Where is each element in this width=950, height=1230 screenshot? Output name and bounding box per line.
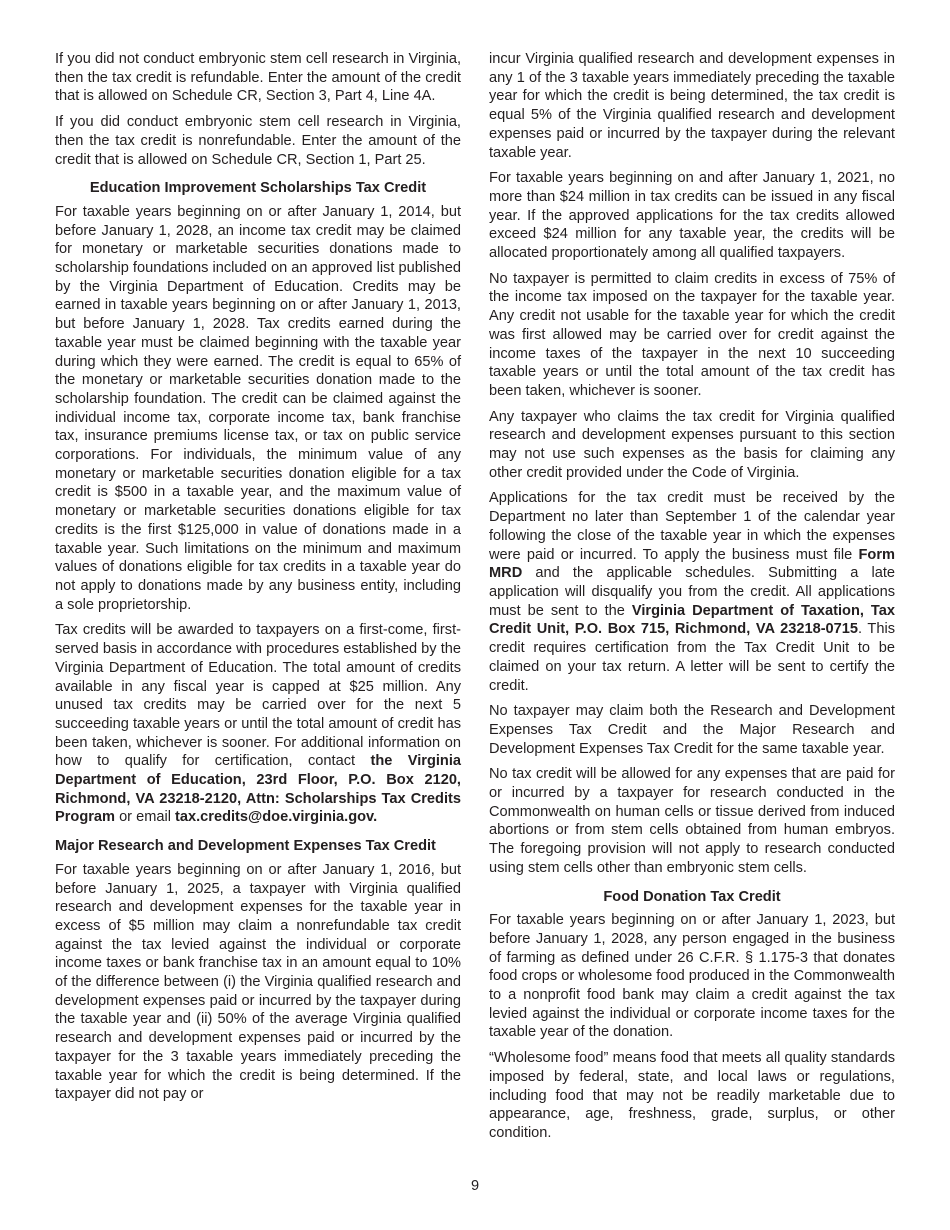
- tax-address: Virginia Department of Taxation, Tax Credit Unit, P.O. Box 715, Richmond, VA 23218-0715: [489, 602, 895, 638]
- paragraph-cap: For taxable years beginning on and after January 1, 2021, no more than $24 million in tax credits can be issued in any fiscal year. If the approved applications for the tax credits allowed exceed $24 million for any taxable year, the credits will be allocated proportionately among all qualified taxpayers.: [489, 170, 895, 262]
- text: Tax credits will be awarded to taxpayers on a first-come, first-served basis in accordance with procedures established by the Virginia Department of Education. The total amount of credits available in any fiscal year is capped at $25 million. Any unused tax credits may be carried over for the next 5 succeeding taxable years or until the total amount of credit has been taken, whichever is sooner. For additional information on how to qualify for certification, contact: [55, 622, 461, 770]
- right-column: [489, 50, 895, 1150]
- paragraph-applications: [489, 489, 895, 695]
- paragraph-major-research: For taxable years beginning on or after January 1, 2016, but before January 1, 2025, a taxpayer with Virginia qualified research and development expenses for the taxable year in excess of $5 million may claim a nonrefundable tax credit against the tax levied against the individual or corporate income taxes or bank franchise tax in an amount equal to 10% of the difference between (i) the Virginia qualified research and development expenses paid or incurred by the taxpayer during the taxable year and (ii) 50% of the average Virginia qualified research and development expenses paid or incurred by the taxpayer for the 3 taxable years immediately preceding the taxable year for which the credit is being determined. If the taxpayer did not pay or: [55, 861, 461, 1103]
- form-mrd: Form MRD: [489, 546, 895, 582]
- paragraph-no-double: Any taxpayer who claims the tax credit for Virginia qualified research and development expenses pursuant to this section may not use such expenses as the basis for claiming any other credit provided under the Code of Virginia.: [489, 408, 895, 481]
- heading-food-donation: Food Donation Tax Credit: [603, 888, 781, 905]
- left-column: [55, 50, 461, 1111]
- text: Applications for the tax credit must be received by the Department no later than September 1 of the calendar year following the close of the taxable year in which the expenses were paid or incurred. To apply the business must file: [489, 490, 895, 563]
- paragraph-limit: No taxpayer is permitted to claim credits in excess of 75% of the income tax imposed on the taxpayer for the taxable year. Any credit not usable for the taxable year for which the credit was first allowed may be carried over for credit against the income taxes of the taxpayer in the next 10 succeeding taxable years or until the total amount of the tax credit has been taken, whichever is sooner.: [489, 270, 895, 399]
- paragraph-education-awards: [55, 621, 461, 827]
- heading-education-scholarships: Education Improvement Scholarships Tax Credit: [89, 180, 427, 197]
- doe-address: the Virginia Department of Education, 23rd Floor, P.O. Box 2120, Richmond, VA 23218-2120, Attn: Scholarships Tax Credits Program: [55, 753, 461, 826]
- page-number: 9: [470, 1178, 480, 1194]
- paragraph-wholesome-food: “Wholesome food” means food that meets all quality standards imposed by federal, state, and local laws or regulations, including food that may not be readily marketable due to appearance, age, freshness, grade, surplus, or other condition.: [489, 1050, 895, 1141]
- paragraph-refundable: If you did not conduct embryonic stem cell research in Virginia, then the tax credit is refundable. Enter the amount of the credit that is allowed on Schedule CR, Section 3, Part 4, Line 4A.: [55, 51, 461, 105]
- text: or email: [115, 809, 176, 826]
- doe-email: tax.credits@doe.virginia.gov.: [175, 809, 378, 826]
- paragraph-major-research-cont: incur Virginia qualified research and development expenses in any 1 of the 3 taxable years immediately preceding the taxable year for which the credit is being determined, the tax credit is equal 5% of the Virginia qualified research and development expenses paid or incurred by the taxpayer during the relevant taxable year.: [489, 51, 895, 161]
- paragraph-food-donation: For taxable years beginning on or after January 1, 2023, but before January 1, 2028, any person engaged in the business of farming as defined under 26 C.F.R. § 1.175-3 that donates food crops or wholesome food produced in the Commonwealth to a nonprofit food bank may claim a credit against the tax levied against the individual or corporate income taxes for the taxable year of the donation.: [489, 912, 895, 1041]
- text: . This credit requires certification from the Tax Credit Unit to be claimed on your tax return. A letter will be sent to certify the credit.: [489, 621, 895, 694]
- text: and the applicable schedules. Submitting a late application will disqualify you from the credit. All applications must be sent to the: [489, 565, 895, 619]
- heading-major-research: Major Research and Development Expenses Tax Credit: [55, 838, 436, 855]
- paragraph-education-credit: For taxable years beginning on or after January 1, 2014, but before January 1, 2028, an income tax credit may be claimed for monetary or marketable securities donations made to scholarship foundations included on an approved list published by the Virginia Department of Education. Credits may be earned in taxable years beginning on or after January 1, 2013, but before January 1, 2028. Tax credits earned during the taxable year must be claimed beginning with the taxable year during which they were earned. The credit is equal to 65% of the monetary or marketable securities donation made to the scholarship foundation. The credit can be claimed against the individual income tax, corporate income tax, bank franchise tax, insurance premiums license tax, or tax on public service corporations. For individuals, the minimum value of any monetary or marketable securities donation eligible for a tax credit is $500 in a taxable year, and the maximum value of monetary or marketable securities donations eligible for tax credits is the first $125,000 in value of donations made in a taxable year. Such limitations on the minimum and maximum values of donations eligible for tax credits in a taxable year do not apply to donations made by any business entity, including a sole proprietorship.: [55, 203, 461, 613]
- paragraph-stem-cells: No tax credit will be allowed for any expenses that are paid for or incurred by a taxpayer for research conducted in the Commonwealth on human cells or tissue derived from induced abortions or from stem cells obtained from human embryos. The foregoing provision will not apply to research conducted using stem cells other than embryonic stem cells.: [489, 766, 895, 876]
- paragraph-nonrefundable: If you did conduct embryonic stem cell research in Virginia, then the tax credit is nonrefundable. Enter the amount of the credit that is allowed on Schedule CR, Section 1, Part 25.: [55, 114, 461, 168]
- paragraph-no-both: No taxpayer may claim both the Research and Development Expenses Tax Credit and the Major Research and Development Expenses Tax Credit for the same taxable year.: [489, 703, 895, 757]
